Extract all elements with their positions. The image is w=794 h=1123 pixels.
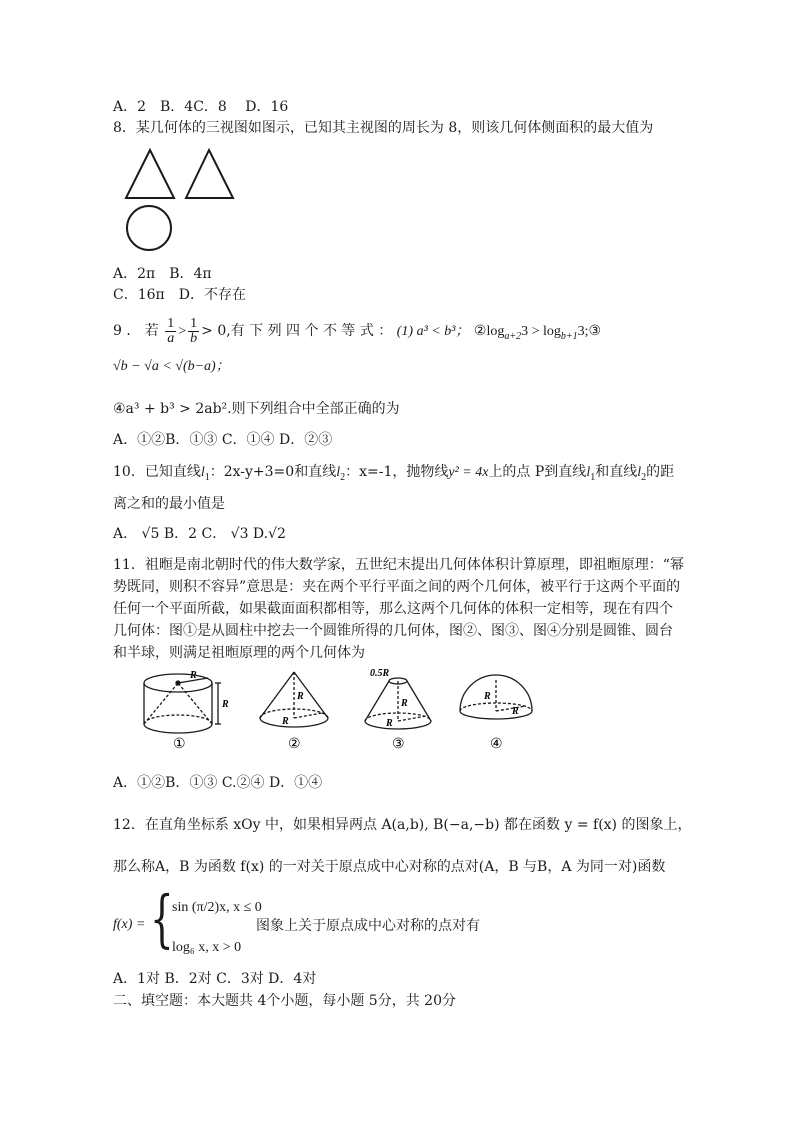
q10-parabola: y² = 4x: [448, 465, 489, 480]
frac-denominator: b: [190, 330, 198, 346]
section-2-title: 二、填空题：本大题共 4个小题，每小题 5分，共 20分: [113, 993, 456, 1009]
fig1-height-label: R: [222, 699, 229, 710]
fig1-label: ①: [173, 736, 186, 752]
q11-solids-figure: [130, 666, 550, 754]
q12-stem-after: 图象上关于原点成中心对称的点对有: [256, 918, 480, 934]
q12-stem-line2: 那么称A，B 为函数 f(x) 的一对关于原点成中心对称的点对(A，B 与B，A 为同一对)函数: [113, 859, 666, 875]
q8-stem: 8．某几何体的三视图如图示，已知其主视图的周长为 8，则该几何体侧面积的最大值为: [113, 120, 654, 136]
front-view-triangle: [126, 150, 174, 198]
q10-stem-line1: 10．已知直线$l_1$：2x-y+3=0和直线$l_2$：x=-1，抛物线y² = 4x上的点 P到直线$l_1$和直线$l_2$的距: [113, 464, 675, 483]
fig3-radius-label: R: [386, 718, 393, 729]
q11-stem-line3: 任何一个平面所截，如果截面面积都相等，那么这两个几何体的体积一定相等，现在有四个: [113, 601, 673, 617]
q8-options-ab: A．2π B．4π: [113, 266, 212, 282]
q12-stem-line1: 12．在直角坐标系 xOy 中，如果相异两点 A(a,b), B(−a,−b) 都在函数 y = f(x) 的图象上，: [113, 817, 692, 833]
fig2-radius-label: R: [282, 716, 289, 727]
q9-prefix: 9 ． 若: [113, 323, 159, 339]
q11-options: A．①②B．①③ C.②④ D．①④: [113, 775, 323, 791]
q9-inequality-2: $②\log_{a+2}3$ > $\log_{b+1}3;③$: [473, 324, 602, 342]
q10-stem-line2: 离之和的最小值是: [113, 496, 225, 512]
figure-2-cone: [260, 672, 328, 727]
q8-options-cd: C．16π D．不存在: [113, 287, 246, 303]
q9-fraction-1-over-b: [188, 317, 199, 346]
figure-1-cylinder-minus-cone: [144, 674, 221, 733]
fig2-height-label: R: [297, 691, 304, 702]
frac-denominator: a: [167, 330, 175, 346]
q7-options: A．2 B．4C．8 D．16: [113, 99, 289, 115]
q11-stem-line4: 几何体：图①是从圆柱中挖去一个圆锥所得的几何体，图②、图③、图④分别是圆锥、圆台: [113, 623, 673, 639]
fig3-label: ③: [392, 736, 405, 752]
fig4-radius-label: R: [512, 706, 519, 717]
fig4-height-label: R: [484, 691, 491, 702]
q11-stem-line2: 势既同，则积不容异”意思是：夹在两个平行平面之间的两个几何体，被平行于这两个平面的: [113, 579, 681, 595]
q8-three-views-figure: [113, 142, 248, 254]
fig2-label: ②: [288, 736, 301, 752]
fig3-height-label: R: [401, 698, 408, 709]
figure-4-hemisphere: [460, 675, 532, 719]
q12-options: A．1对 B．2对 C．3对 D．4对: [113, 971, 317, 987]
q12-case-2: log₆ x, x > 0: [172, 940, 242, 955]
piecewise-brace: {: [150, 882, 174, 955]
q9-inequality-4: ④a³ + b³ > 2ab².则下列组合中全部正确的为: [113, 401, 400, 417]
frac-numerator: 1: [167, 315, 175, 331]
frac-numerator: 1: [190, 315, 198, 331]
side-view-triangle: [186, 150, 233, 198]
q10-options: A． √5 B．2 C． √3 D.√2: [113, 526, 286, 542]
q11-stem-line1: 11．祖暅是南北朝时代的伟大数学家，五世纪末提出几何体体积计算原理，即祖暅原理：“幂: [113, 557, 684, 573]
q9-inequality-3: √b − √a < √(b−a)；: [113, 359, 230, 374]
q9-middle-text: > 0,有 下 列 四 个 不 等 式 ：: [201, 323, 393, 339]
q9-inequality-1: (1) a³ < b³；: [396, 324, 470, 339]
q12-fx: f(x) =: [113, 917, 146, 932]
q12-case-1: sin (π/2)x, x ≤ 0: [172, 900, 262, 915]
fig1-radius-label: R: [190, 670, 197, 681]
q9-stem-line1: 9 ． 若 $\frac{1}{a}$ > $\frac{1}{b}$ > 0,有 下 列 四 个 不 等 式 ： (1) a³ < b³； $②\log_{a+2}3$ > $\log_{b+1}3;③$: [113, 315, 602, 346]
q9-fraction-1-over-a: [165, 317, 176, 346]
fig4-label: ④: [490, 736, 503, 752]
top-view-circle: [127, 206, 171, 250]
fig3-top-radius-label: 0.5R: [370, 668, 390, 679]
figure-3-frustum: [365, 678, 431, 729]
q11-stem-line5: 和半球，则满足祖暅原理的两个几何体为: [113, 645, 365, 661]
q9-options: A．①②B．①③ C．①④ D．②③: [113, 432, 333, 448]
